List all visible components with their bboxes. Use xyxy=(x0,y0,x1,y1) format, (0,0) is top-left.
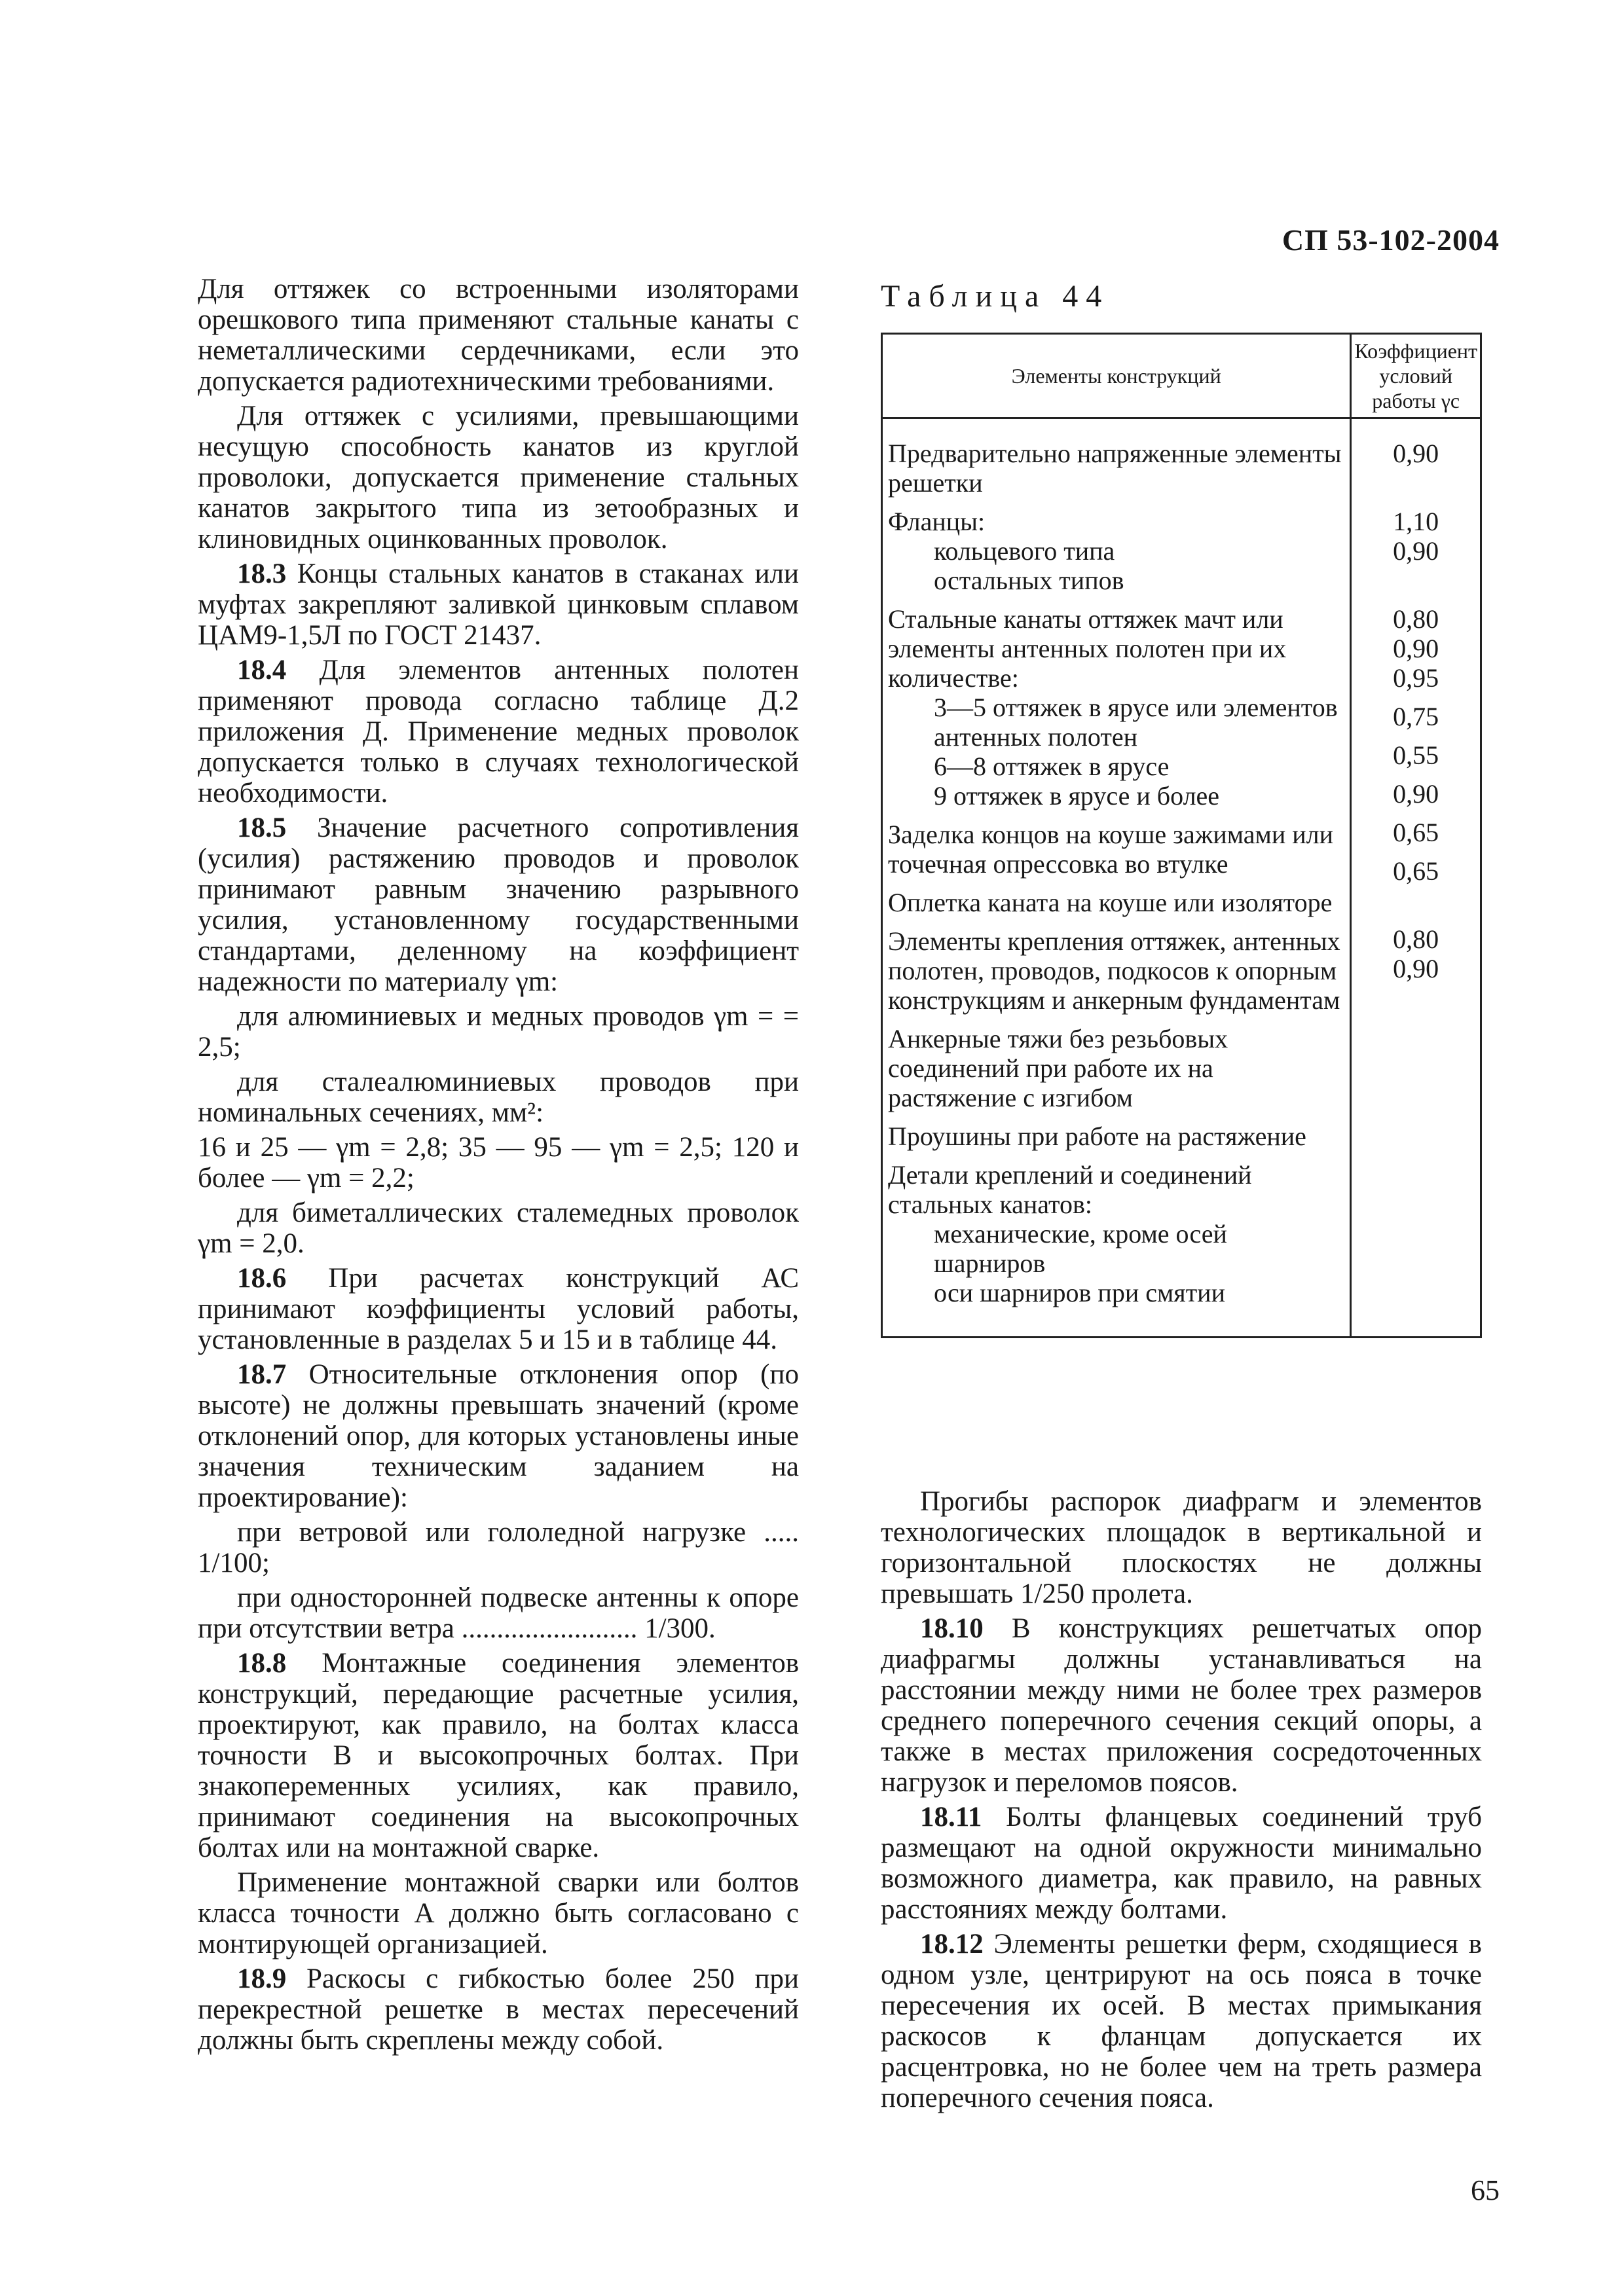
section-number: 18.9 xyxy=(237,1963,287,1994)
sub-row-title: оси шарниров при смятии xyxy=(934,1278,1225,1307)
paragraph xyxy=(881,1929,1482,2113)
paragraph-text: Для оттяжек с усилиями, превышающими несущую способность канатов из круглой проволоки, допускается применение стальных канатов закрытого типа из зетообразных и клиновидных оцинкованных проволок. xyxy=(198,401,799,555)
row-title: Анкерные тяжи без резьбовых соединений при работе их на растяжение с изгибом xyxy=(888,1024,1228,1112)
row-value xyxy=(1357,477,1475,507)
section-number: 18.5 xyxy=(237,812,287,843)
table-row xyxy=(888,1160,1344,1307)
table-caption: Таблица 44 xyxy=(881,279,1110,314)
table-header-elements: Элементы конструкций xyxy=(882,334,1351,418)
row-value: 0,90 xyxy=(1393,779,1439,809)
paragraph-text: 16 и 25 — γm = 2,8; 35 — 95 — γm = 2,5; 120 и более — γm = 2,2; xyxy=(198,1132,799,1194)
row-value: 0,55 xyxy=(1393,740,1439,770)
section-number: 18.4 xyxy=(237,655,287,685)
paragraph xyxy=(198,1132,799,1194)
paragraph-text: Применение монтажной сварки или болтов класса точности А должно быть согласовано с монтирующей организацией. xyxy=(198,1867,799,1959)
table-row xyxy=(888,1121,1344,1151)
paragraph xyxy=(198,274,799,397)
sub-row-title: механические, кроме осей шарниров xyxy=(934,1219,1227,1278)
sub-row-value: 0,80 xyxy=(1393,604,1439,634)
row-value-group xyxy=(1357,702,1475,731)
table-row xyxy=(888,926,1344,1015)
paragraph-text: Концы стальных канатов в стаканах или муфтах закрепляют заливкой цинковым сплавом ЦАМ9-1,5Л по ГОСТ 21437. xyxy=(198,558,799,651)
paragraph xyxy=(198,1517,799,1578)
table-values-column xyxy=(1351,418,1481,1338)
sub-row-title: 3—5 оттяжек в ярусе или элементов антенных полотен xyxy=(934,693,1338,752)
paragraph-text: для биметаллических сталемедных проволок γm = 2,0. xyxy=(198,1197,799,1259)
row-value-group xyxy=(1357,856,1475,886)
section-number: 18.6 xyxy=(237,1263,287,1294)
table-row xyxy=(888,439,1344,498)
section-number: 18.8 xyxy=(237,1648,287,1679)
table-row xyxy=(888,888,1344,917)
paragraph-text: Монтажные соединения элементов конструкций, передающие расчетные усилия, проектируют, как правило, на болтах класса точности В и высокопрочных болтах. При знакопеременных усилиях, как правило, принимают соединения на высокопрочных болтах или на монтажной сварке. xyxy=(198,1648,799,1863)
row-title: Заделка концов на коуше зажимами или точечная опрессовка во втулке xyxy=(888,820,1334,879)
table-row xyxy=(888,507,1344,595)
paragraph-text: Прогибы распорок диафрагм и элементов технологических площадок в вертикальной и горизонтальной плоскостях не должны превышать 1/250 пролета. xyxy=(881,1486,1482,1609)
row-title: Проушины при работе на растяжение xyxy=(888,1121,1306,1151)
paragraph-text: при односторонней подвеске антенны к опоре при отсутствии ветра ......................... 1/300. xyxy=(198,1582,799,1644)
sub-row-value: 0,80 xyxy=(1393,924,1439,954)
section-number: 18.11 xyxy=(920,1802,982,1832)
sub-row-value: 0,90 xyxy=(1393,634,1439,663)
coefficients-table xyxy=(881,333,1482,1338)
left-column xyxy=(198,274,799,2060)
section-number: 18.12 xyxy=(920,1929,984,1959)
sub-row-title: 6—8 оттяжек в ярусе xyxy=(934,752,1170,781)
paragraph xyxy=(198,1263,799,1355)
paragraph xyxy=(198,1867,799,1959)
sub-row-value: 0,90 xyxy=(1393,954,1439,983)
sub-row-value: 0,90 xyxy=(1393,536,1439,566)
paragraph xyxy=(881,1613,1482,1798)
page-number: 65 xyxy=(1471,2174,1500,2206)
sub-row-title: 9 оттяжек в ярусе и более xyxy=(934,781,1220,811)
row-title: Стальные канаты оттяжек мачт или элементы антенных полотен при их количестве: xyxy=(888,604,1287,693)
row-value-group xyxy=(1357,740,1475,770)
row-title: Фланцы: xyxy=(888,507,986,536)
row-title: Элементы крепления оттяжек, антенных полотен, проводов, подкосов к опорным конструкциям и анкерным фундаментам xyxy=(888,926,1340,1015)
row-title: Детали креплений и соединений стальных канатов: xyxy=(888,1160,1252,1219)
paragraph xyxy=(198,812,799,997)
paragraph-text: для алюминиевых и медных проводов γm = = 2,5; xyxy=(198,1001,799,1063)
paragraph-text: Раскосы с гибкостью более 250 при перекрестной решетке в местах пересечений должны быть скреплены между собой. xyxy=(198,1963,799,2056)
paragraph xyxy=(198,1963,799,2056)
paragraph-text: При расчетах конструкций АС принимают коэффициенты условий работы, установленные в разделах 5 и 15 и в таблице 44. xyxy=(198,1263,799,1355)
row-value-group xyxy=(1357,575,1475,693)
row-value-group xyxy=(1357,818,1475,847)
paragraph xyxy=(198,1648,799,1863)
sub-row-title: кольцевого типа xyxy=(934,536,1115,566)
paragraph-text: при ветровой или гололедной нагрузке ..... 1/100; xyxy=(198,1517,799,1578)
row-title: Предварительно напряженные элементы решетки xyxy=(888,439,1342,498)
paragraph-text: В конструкциях решетчатых опор диафрагмы должны устанавливаться на расстоянии между ними не более трех размеров среднего поперечного сечения секций опоры, а также в местах приложения сосредоточенных нагрузок и переломов поясов. xyxy=(881,1613,1482,1798)
row-value-group xyxy=(1357,477,1475,566)
table-header-coefficient: Коэффициент условий работы γc xyxy=(1351,334,1481,418)
paragraph-text: Относительные отклонения опор (по высоте) не должны превышать значений (кроме отклонений опор, для которых установлены иные значения техническим заданием на проектирование): xyxy=(198,1359,799,1513)
document-code: СП 53-102-2004 xyxy=(1282,223,1500,257)
row-value xyxy=(1357,575,1475,604)
sub-row-value: 1,10 xyxy=(1393,507,1439,536)
paragraph-text: Элементы решетки ферм, сходящиеся в одном узле, центрируют на ось пояса в точке пересечения их осей. В местах примыкания раскосов к фланцам допускается их расцентровка, но не более чем на треть размера поперечного сечения пояса. xyxy=(881,1929,1482,2113)
paragraph xyxy=(198,401,799,555)
row-value: 0,90 xyxy=(1393,439,1439,468)
sub-row-title: остальных типов xyxy=(934,566,1124,595)
row-title: Оплетка каната на коуше или изоляторе xyxy=(888,888,1333,917)
row-value-group xyxy=(1357,895,1475,983)
table-row xyxy=(888,820,1344,879)
row-value-group xyxy=(1357,779,1475,809)
paragraph xyxy=(198,1359,799,1513)
section-number: 18.7 xyxy=(237,1359,287,1390)
paragraph-text: Болты фланцевых соединений труб размещают на одной окружности минимально возможного диаметра, как правило, на равных расстояниях между болтами. xyxy=(881,1802,1482,1925)
paragraph-text: Для оттяжек со встроенными изоляторами орешкового типа применяют стальные канаты с неметаллическими сердечниками, если это допускается радиотехническими требованиями. xyxy=(198,274,799,397)
table-row xyxy=(888,1024,1344,1112)
paragraph-text: Для элементов антенных полотен применяют провода согласно таблице Д.2 приложения Д. Применение медных проволок допускается только в случаях технологической необходимости. xyxy=(198,655,799,809)
paragraph xyxy=(198,1197,799,1259)
paragraph xyxy=(198,558,799,651)
row-value xyxy=(1357,895,1475,924)
section-number: 18.10 xyxy=(920,1613,984,1644)
table-elements-column xyxy=(882,418,1351,1338)
row-value-group xyxy=(1357,439,1475,468)
paragraph xyxy=(881,1802,1482,1925)
section-number: 18.3 xyxy=(237,558,287,589)
table-row xyxy=(888,604,1344,811)
paragraph xyxy=(198,1001,799,1063)
row-value: 0,75 xyxy=(1393,702,1439,731)
row-value: 0,65 xyxy=(1393,818,1439,847)
right-column xyxy=(881,1486,1482,2117)
paragraph-text: для сталеалюминиевых проводов при номинальных сечениях, мм²: xyxy=(198,1066,799,1128)
paragraph xyxy=(198,1066,799,1128)
paragraph xyxy=(198,655,799,809)
row-value: 0,65 xyxy=(1393,856,1439,886)
paragraph xyxy=(198,1582,799,1644)
paragraph-text: Значение расчетного сопротивления (усилия) растяжению проводов и проволок принимают равным значению разрывного усилия, установленному государственными стандартами, деленному на коэффициент надежности по материалу γm: xyxy=(198,812,799,997)
paragraph xyxy=(881,1486,1482,1609)
sub-row-value: 0,95 xyxy=(1393,663,1439,693)
